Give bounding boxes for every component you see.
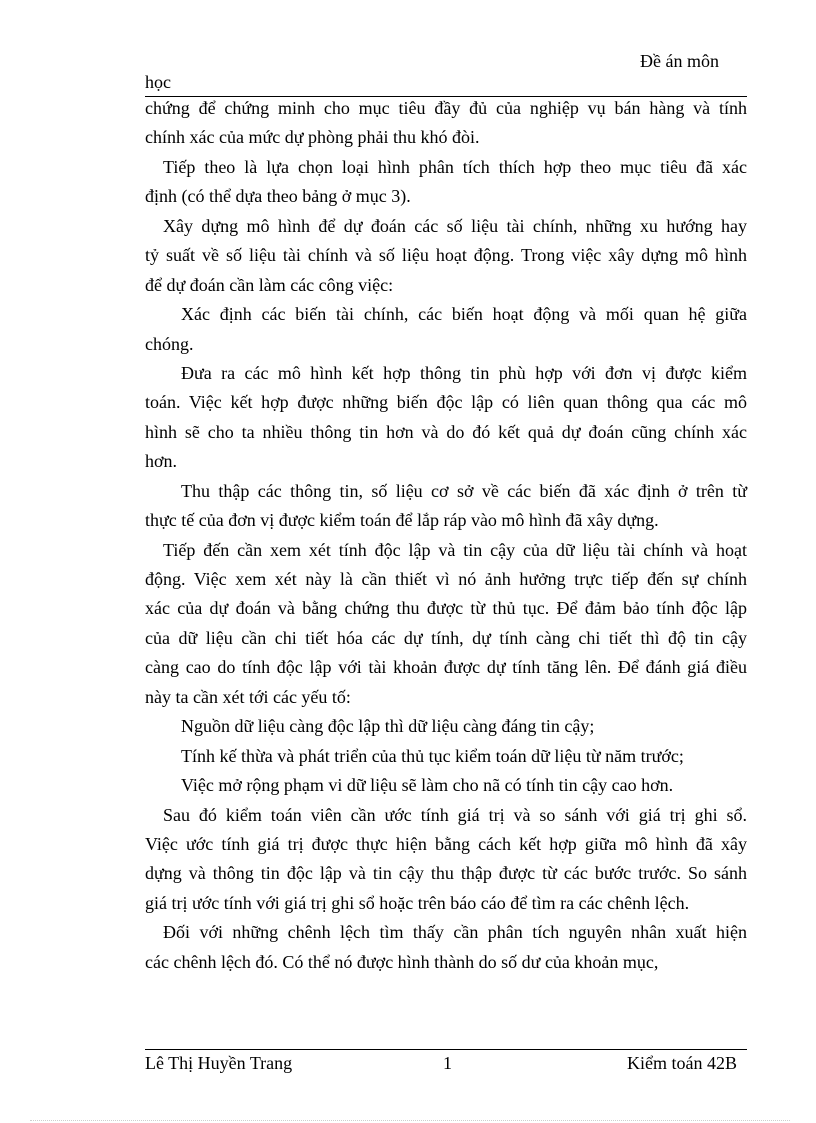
text-line: hơn.	[145, 451, 178, 472]
header-title-continued: học	[145, 72, 171, 92]
page-bottom-edge	[30, 1120, 790, 1121]
text-line: chứng để chứng minh cho mục tiêu đầy đủ của nghiệp vụ bán hàng và tính	[145, 98, 747, 118]
text-line: hình sẽ cho ta nhiều thông tin hơn và do đó kết quả dự đoán cũng chính xác	[145, 421, 747, 442]
text-line: dựng và thông tin độc lập và tin cậy thu thập được từ các bước trước. So sánh	[145, 863, 747, 884]
text-line: động. Việc xem xét này là cần thiết vì nó ảnh hưởng trực tiếp đến sự chính	[145, 569, 747, 589]
text-line: Nguồn dữ liệu càng độc lập thì dữ liệu càng đáng tin cậy;	[181, 716, 595, 737]
text-line: định (có thể dựa theo bảng ở mục 3).	[145, 186, 411, 207]
text-line: Đưa ra các mô hình kết hợp thông tin phù hợp với đơn vị được kiểm	[181, 362, 747, 383]
text-line: Xác định các biến tài chính, các biến hoạt động và mối quan hệ giữa	[181, 304, 747, 325]
text-line: thực tế của đơn vị được kiểm toán để lắp ráp vào mô hình đã xây dựng.	[145, 510, 659, 531]
text-line: Tính kế thừa và phát triển của thủ tục kiểm toán dữ liệu từ năm trước;	[181, 745, 684, 766]
text-line: của dữ liệu cần chi tiết hóa các dự tính, dự tính càng chi tiết thì độ tin cậy	[145, 627, 747, 648]
text-line: các chênh lệch đó. Có thể nó được hình thành do số dư của khoản mục,	[145, 951, 659, 972]
text-line: tỷ suất về số liệu tài chính và số liệu hoạt động. Trong việc xây dựng mô hình	[145, 245, 747, 266]
footer-page-number: 1	[443, 1053, 452, 1073]
text-line: Xây dựng mô hình để dự đoán các số liệu tài chính, những xu hướng hay	[163, 215, 747, 236]
text-line: xác của dự đoán và bằng chứng thu được từ thủ tục. Để đảm bảo tính độc lập	[145, 598, 747, 619]
text-line: Thu thập các thông tin, số liệu cơ sở về các biến đã xác định ở trên từ	[181, 480, 747, 501]
text-line: chóng.	[145, 333, 194, 354]
text-line: Đối với những chênh lệch tìm thấy cần phân tích nguyên nhân xuất hiện	[163, 922, 747, 943]
text-line: Tiếp đến cần xem xét tính độc lập và tin cậy của dữ liệu tài chính và hoạt	[163, 539, 747, 560]
text-line: toán. Việc kết hợp được những biến độc lập có liên quan thông qua các mô	[145, 392, 747, 413]
footer-class: Kiểm toán 42B	[627, 1053, 737, 1073]
text-line: Việc ước tính giá trị được thực hiện bằng cách kết hợp giữa mô hình đã xây	[145, 833, 747, 854]
text-line: càng cao do tính độc lập với tài khoản được dự tính tăng lên. Để đánh giá điều	[145, 657, 747, 678]
text-line: Sau đó kiểm toán viên cần ước tính giá trị và so sánh với giá trị ghi sổ.	[163, 804, 747, 825]
footer-author: Lê Thị Huyền Trang	[145, 1053, 293, 1073]
header-title: Đề án môn	[640, 51, 719, 71]
text-line: để dự đoán cần làm các công việc:	[145, 274, 394, 295]
text-line: chính xác của mức dự phòng phải thu khó đòi.	[145, 127, 480, 148]
footer-divider	[145, 1049, 747, 1050]
text-line: Việc mở rộng phạm vi dữ liệu sẽ làm cho nã có tính tin cậy cao hơn.	[181, 775, 674, 796]
text-line: Tiếp theo là lựa chọn loại hình phân tích thích hợp theo mục tiêu đã xác	[163, 156, 747, 177]
body-text	[145, 94, 747, 977]
text-line: giá trị ước tính với giá trị ghi sổ hoặc trên báo cáo để tìm ra các chênh lệch.	[145, 892, 690, 913]
text-line: này ta cần xét tới các yếu tố:	[145, 686, 351, 707]
